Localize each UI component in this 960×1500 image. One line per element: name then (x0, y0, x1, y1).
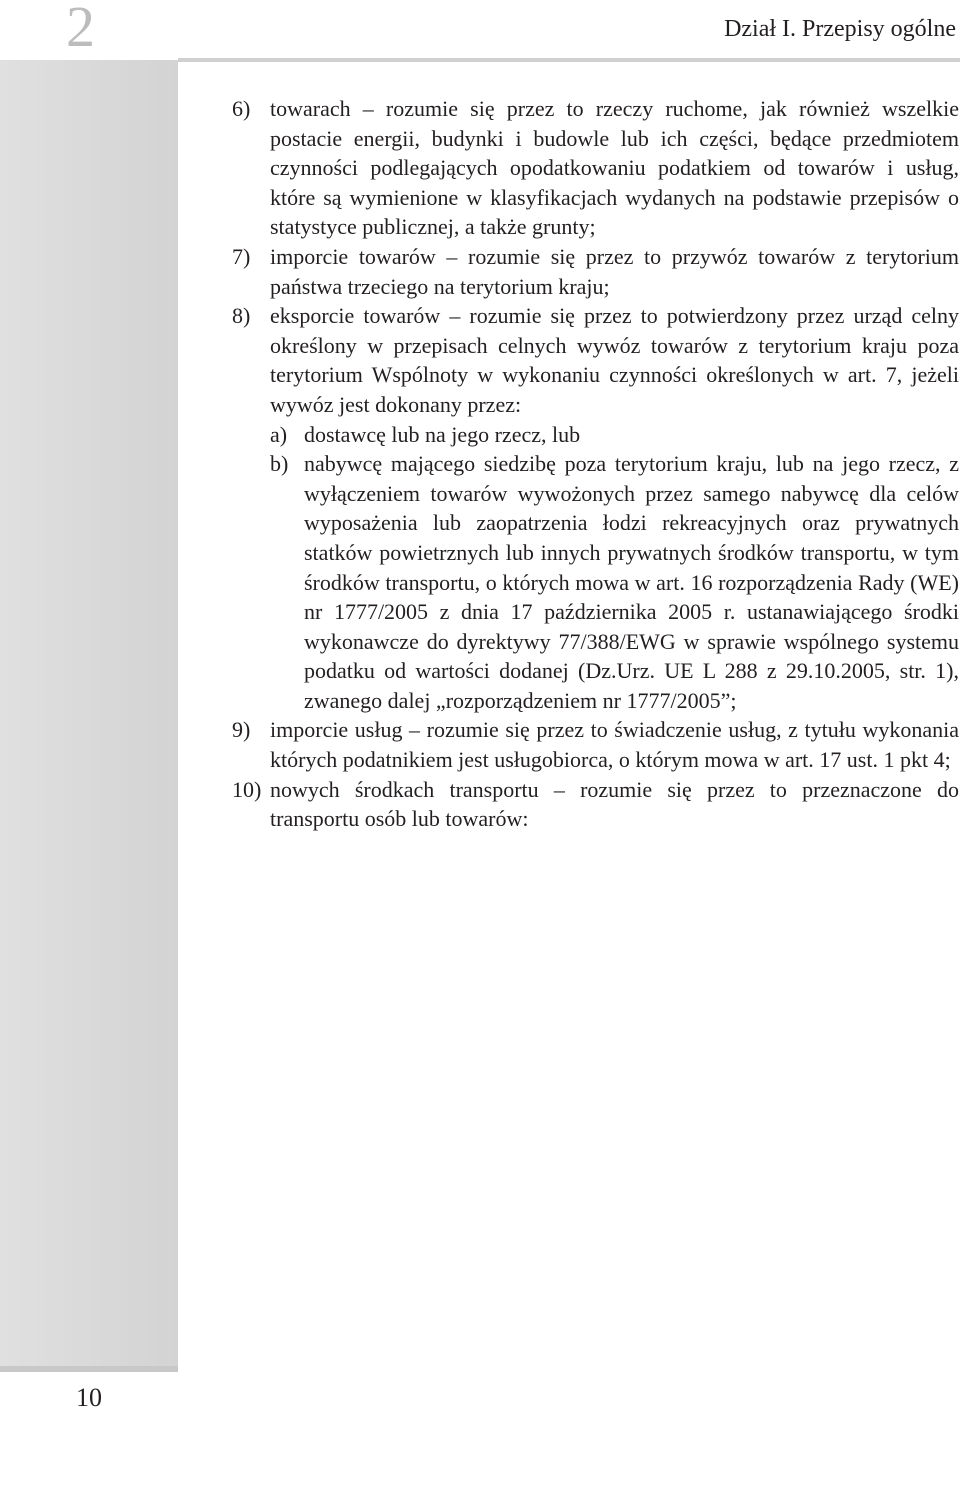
subitem-letter: b) (270, 451, 289, 477)
item-number: 7) (232, 243, 251, 269)
item-text: eksporcie towarów – rozumie się przez to potwierdzony przez urząd celny określony w przepisach celnych wywóz towarów z terytorium kraju poza terytorium Wspólnoty w wykonaniu czynności określonych w art. 7, jeżeli wywóz jest dokonany przez: (270, 303, 959, 417)
item-text: imporcie usług – rozumie się przez to świadczenie usług, z tytułu wykonania których podatnikiem jest usługobiorca, o którym mowa w art. 17 ust. 1 pkt 4; (270, 717, 959, 773)
item-number: 9) (232, 717, 251, 743)
item-text: nowych środkach transportu – rozumie się przez to przeznaczone do transportu osób lub towarów: (270, 776, 959, 832)
definition-item-6 (232, 94, 959, 242)
definition-item-10 (232, 775, 959, 834)
header-rule (178, 58, 960, 62)
subitem-text: dostawcę lub na jego rzecz, lub (304, 421, 581, 447)
definition-item-9 (232, 715, 959, 774)
document-body (232, 94, 959, 834)
subitem-letter: a) (270, 421, 288, 447)
chapter-number: 2 (66, 0, 92, 59)
item-text: towarach – rozumie się przez to rzeczy ruchome, jak również wszelkie postacie energii, budynki i budowle lub ich części, będące przedmiotem czynności podlegających opodatkowaniu podatkiem od towarów i usług, które są wymienione w klasyfikacjach wydanych na podstawie przepisów o statystyce publicznej, a także grunty; (270, 96, 959, 240)
page-header-bar (0, 0, 960, 60)
subitem-a (270, 420, 959, 450)
item-number: 10) (232, 776, 262, 802)
subitem-b (270, 449, 959, 715)
running-header-title: Dział I. Przepisy ogólne (724, 16, 956, 42)
item-number: 6) (232, 96, 251, 121)
subitem-text: nabywcę mającego siedzibę poza terytorium kraju, lub na jego rzecz, z wyłączeniem towarów wywożonych przez samego nabywcę dla celów wyposażenia lub zaopatrzenia łodzi rekreacyjnych oraz prywatnych statków powietrznych lub innych prywatnych środków transportu, w tym środków transportu, o których mowa w art. 16 rozporządzenia Rady (WE) nr 1777/2005 z dnia 17 października 2005 r. ustanawiającego środki wykonawcze do dyrektywy 77/388/EWG w sprawie wspólnego systemu podatku od wartości dodanej (Dz.Urz. UE L 288 z 29.10.2005, str. 1), zwanego dalej „rozporządzeniem nr 1777/2005”; (304, 451, 959, 713)
left-margin-strip (0, 60, 178, 1500)
page-number: 10 (76, 1383, 102, 1412)
definition-item-7 (232, 242, 959, 301)
item-number: 8) (232, 303, 251, 329)
definition-item-8 (232, 301, 959, 419)
item-text: imporcie towarów – rozumie się przez to przywóz towarów z terytorium państwa trzeciego na terytorium kraju; (270, 243, 959, 299)
